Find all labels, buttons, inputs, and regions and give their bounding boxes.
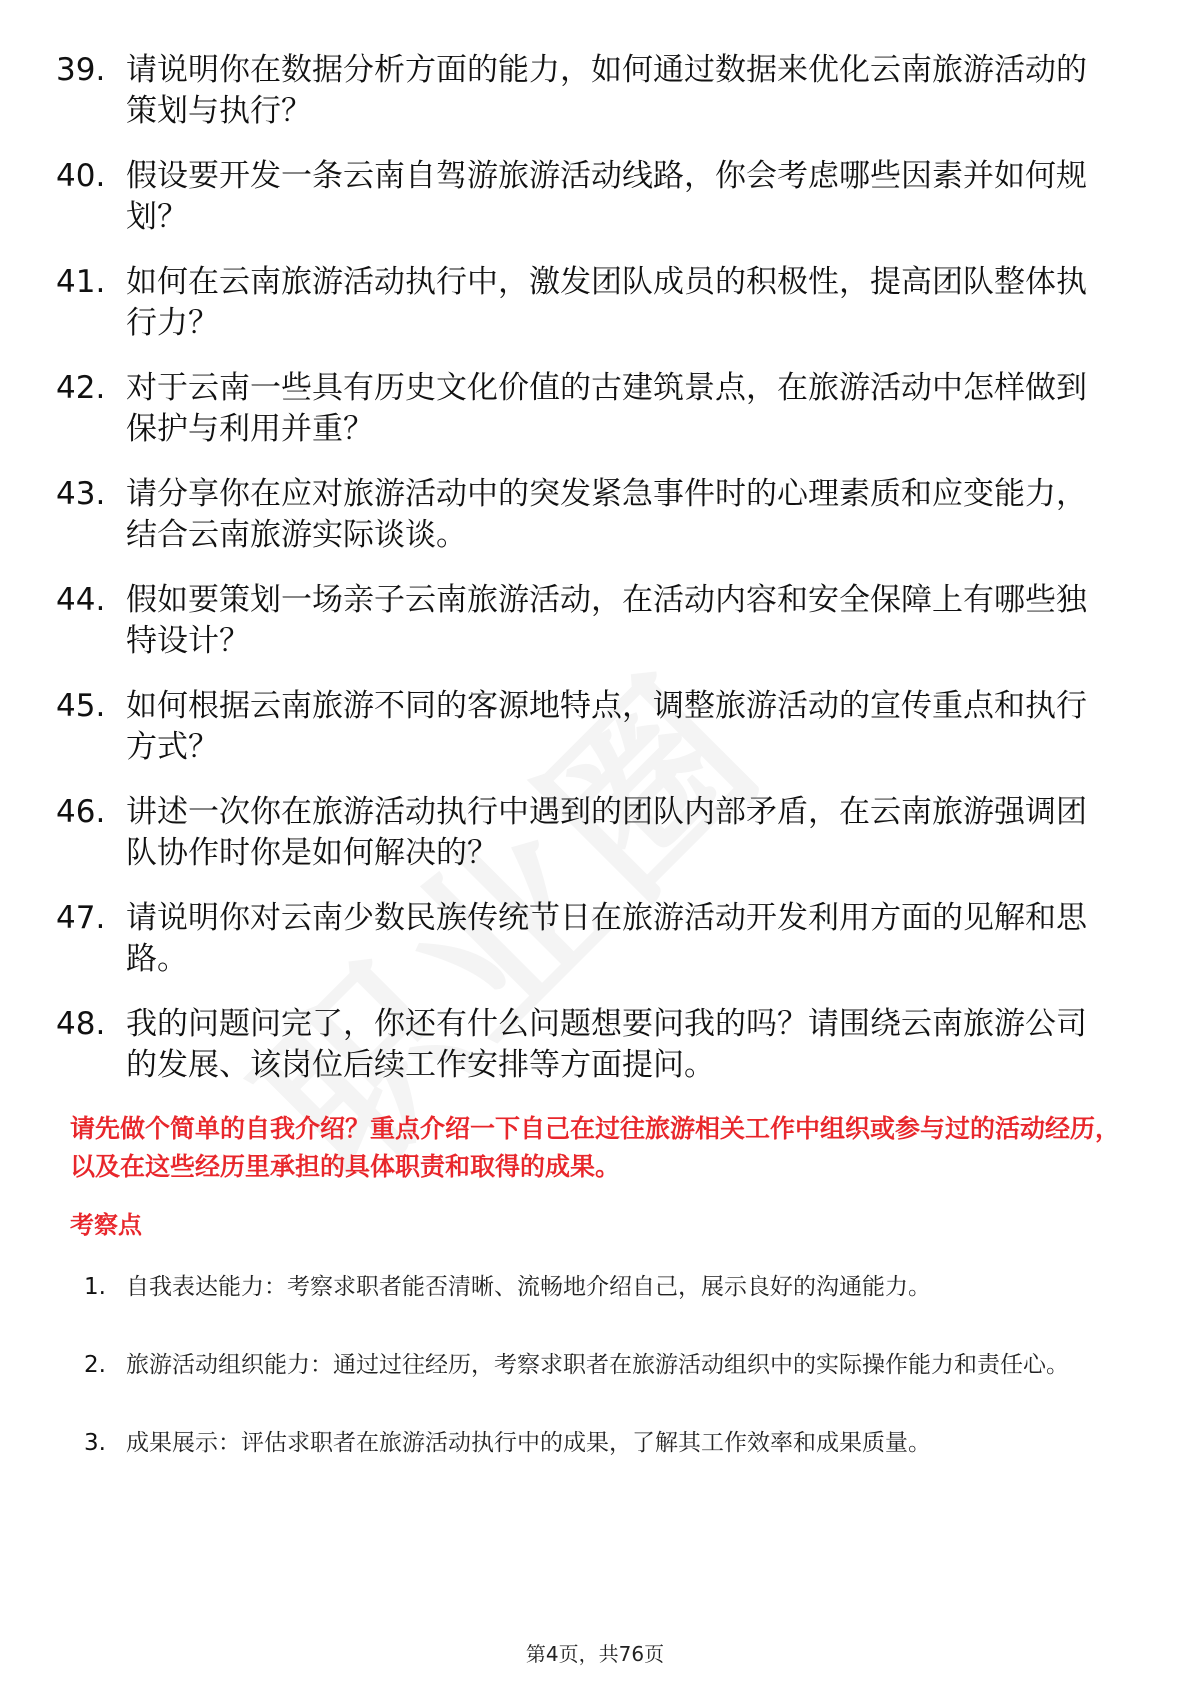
question-item: [56, 792, 1116, 874]
assessment-point: [84, 1258, 1114, 1316]
question-number: 43.: [56, 476, 106, 512]
question-number: 40.: [56, 158, 106, 194]
question-text: 假设要开发一条云南自驾游旅游活动线路，你会考虑哪些因素并如何规划？: [126, 158, 1087, 235]
assessment-point: [84, 1336, 1114, 1394]
question-item: [56, 898, 1116, 980]
question-text: 请分享你在应对旅游活动中的突发紧急事件时的心理素质和应变能力，结合云南旅游实际谈谈。: [126, 476, 1087, 553]
point-text: 成果展示：评估求职者在旅游活动执行中的成果，了解其工作效率和成果质量。: [126, 1430, 931, 1456]
question-text: 如何根据云南旅游不同的客源地特点，调整旅游活动的宣传重点和执行方式？: [126, 688, 1087, 765]
point-number: 2.: [84, 1352, 106, 1378]
question-item: [56, 262, 1116, 344]
question-item: [56, 1004, 1116, 1086]
question-list: [56, 50, 1116, 1110]
featured-question: 请先做个简单的自我介绍？重点介绍一下自己在过往旅游相关工作中组织或参与过的活动经历，以及在这些经历里承担的具体职责和取得的成果。: [70, 1114, 1121, 1181]
section-title: 考察点: [70, 1211, 142, 1239]
question-item: [56, 156, 1116, 238]
question-text: 对于云南一些具有历史文化价值的古建筑景点，在旅游活动中怎样做到保护与利用并重？: [126, 370, 1087, 447]
point-number: 1.: [84, 1274, 106, 1300]
question-number: 39.: [56, 52, 106, 88]
assessment-points: [84, 1258, 1114, 1492]
question-text: 假如要策划一场亲子云南旅游活动，在活动内容和安全保障上有哪些独特设计？: [126, 582, 1087, 659]
question-number: 46.: [56, 794, 106, 830]
question-number: 48.: [56, 1006, 106, 1042]
question-number: 44.: [56, 582, 106, 618]
question-number: 42.: [56, 370, 106, 406]
question-item: [56, 474, 1116, 556]
question-text: 如何在云南旅游活动执行中，激发团队成员的积极性，提高团队整体执行力？: [126, 264, 1087, 341]
point-number: 3.: [84, 1430, 106, 1456]
point-text: 自我表达能力：考察求职者能否清晰、流畅地介绍自己，展示良好的沟通能力。: [126, 1274, 931, 1300]
page-footer: 第4页，共76页: [525, 1642, 665, 1666]
assessment-point: [84, 1414, 1114, 1472]
point-text: 旅游活动组织能力：通过过往经历，考察求职者在旅游活动组织中的实际操作能力和责任心。: [126, 1352, 1069, 1378]
question-text: 讲述一次你在旅游活动执行中遇到的团队内部矛盾，在云南旅游强调团队协作时你是如何解决的？: [126, 794, 1087, 871]
question-text: 请说明你在数据分析方面的能力，如何通过数据来优化云南旅游活动的策划与执行？: [126, 52, 1087, 129]
question-item: [56, 686, 1116, 768]
question-text: 请说明你对云南少数民族传统节日在旅游活动开发利用方面的见解和思路。: [126, 900, 1087, 977]
question-number: 45.: [56, 688, 106, 724]
question-item: [56, 50, 1116, 132]
question-item: [56, 368, 1116, 450]
question-number: 47.: [56, 900, 106, 936]
question-item: [56, 580, 1116, 662]
question-number: 41.: [56, 264, 106, 300]
question-text: 我的问题问完了，你还有什么问题想要问我的吗？请围绕云南旅游公司的发展、该岗位后续工作安排等方面提问。: [126, 1006, 1087, 1083]
